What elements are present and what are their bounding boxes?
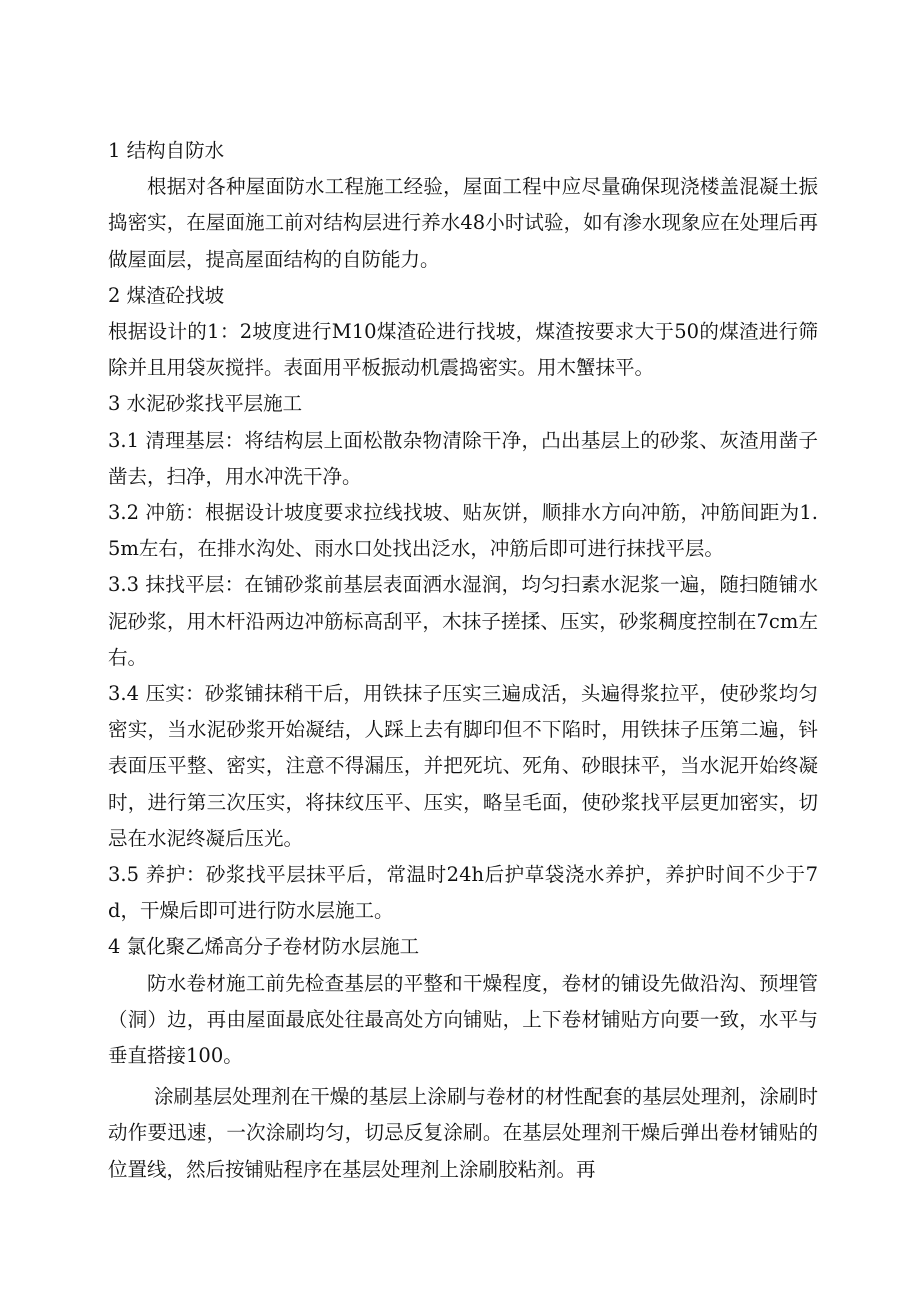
paragraph-3-2-screed-ribs: 3.2 冲筋：根据设计坡度要求拉线找坡、贴灰饼，顺排水方向冲筋，冲筋间距为1.5m左右，在排水沟处、雨水口处找出泛水，冲筋后即可进行抹找平层。 xyxy=(108,501,818,561)
paragraph-3-4-compaction: 3.4 压实：砂浆铺抹稍干后，用铁抹子压实三遍成活，头遍得浆拉平，使砂浆均匀密实，当水泥砂浆开始凝结，人踩上去有脚印但不下陷时，用铁抹子压第二遍，钭表面压平整、密实，注意不得漏压，并把死坑、死角、砂眼抹平，当水泥开始终凝时，进行第三次压实，将抹纹压平、压实，略呈毛面，使砂浆找平层更加密实，切忌在水泥终凝后压光。 xyxy=(108,682,818,850)
section-heading-1: 1 结构自防水 xyxy=(108,139,225,162)
paragraph-primer-coating: 涂刷基层处理剂在干燥的基层上涂刷与卷材的材性配套的基层处理剂，涂刷时动作要迅速，一次涂刷均匀，切忌反复涂刷。在基层处理剂干燥后弹出卷材铺贴的位置线，然后按铺贴程序在基层处理剂上涂刷胶粘剂。再 xyxy=(108,1085,818,1181)
paragraph-structure-waterproofing: 根据对各种屋面防水工程施工经验，屋面工程中应尽量确保现浇楼盖混凝土振捣密实，在屋面施工前对结构层进行养水48小时试验，如有渗水现象应在处理后再做屋面层，提高屋面结构的自防能力。 xyxy=(108,175,818,271)
paragraph-3-5-curing: 3.5 养护：砂浆找平层抹平后，常温时24h后护草袋浇水养护，养护时间不少于7d，干燥后即可进行防水层施工。 xyxy=(108,863,818,923)
section-heading-4: 4 氯化聚乙烯高分子卷材防水层施工 xyxy=(108,935,420,959)
section-heading-3: 3 水泥砂浆找平层施工 xyxy=(108,392,303,416)
document-body xyxy=(108,133,818,1188)
paragraph-slag-slope: 根据设计的1：2坡度进行M10煤渣砼进行找坡，煤渣按要求大于50的煤渣进行筛除并且用袋灰搅拌。表面用平板振动机震捣密实。用木蟹抹平。 xyxy=(108,320,818,380)
paragraph-3-3-leveling: 3.3 抹找平层：在铺砂浆前基层表面洒水湿润，均匀扫素水泥浆一遍，随扫随铺水泥砂浆，用木杆沿两边冲筋标高刮平，木抹子搓揉、压实，砂浆稠度控制在7cm左右。 xyxy=(108,573,818,669)
paragraph-3-1-clean-base: 3.1 清理基层：将结构层上面松散杂物清除干净，凸出基层上的砂浆、灰渣用凿子凿去，扫净，用水冲洗干净。 xyxy=(108,428,818,488)
section-heading-2: 2 煤渣砼找坡 xyxy=(108,283,225,307)
paragraph-membrane-inspection: 防水卷材施工前先检查基层的平整和干燥程度，卷材的铺设先做沿沟、预埋管（洞）边，再由屋面最底处往最高处方向铺贴，上下卷材铺贴方向要一致，水平与垂直搭接100。 xyxy=(108,971,818,1068)
